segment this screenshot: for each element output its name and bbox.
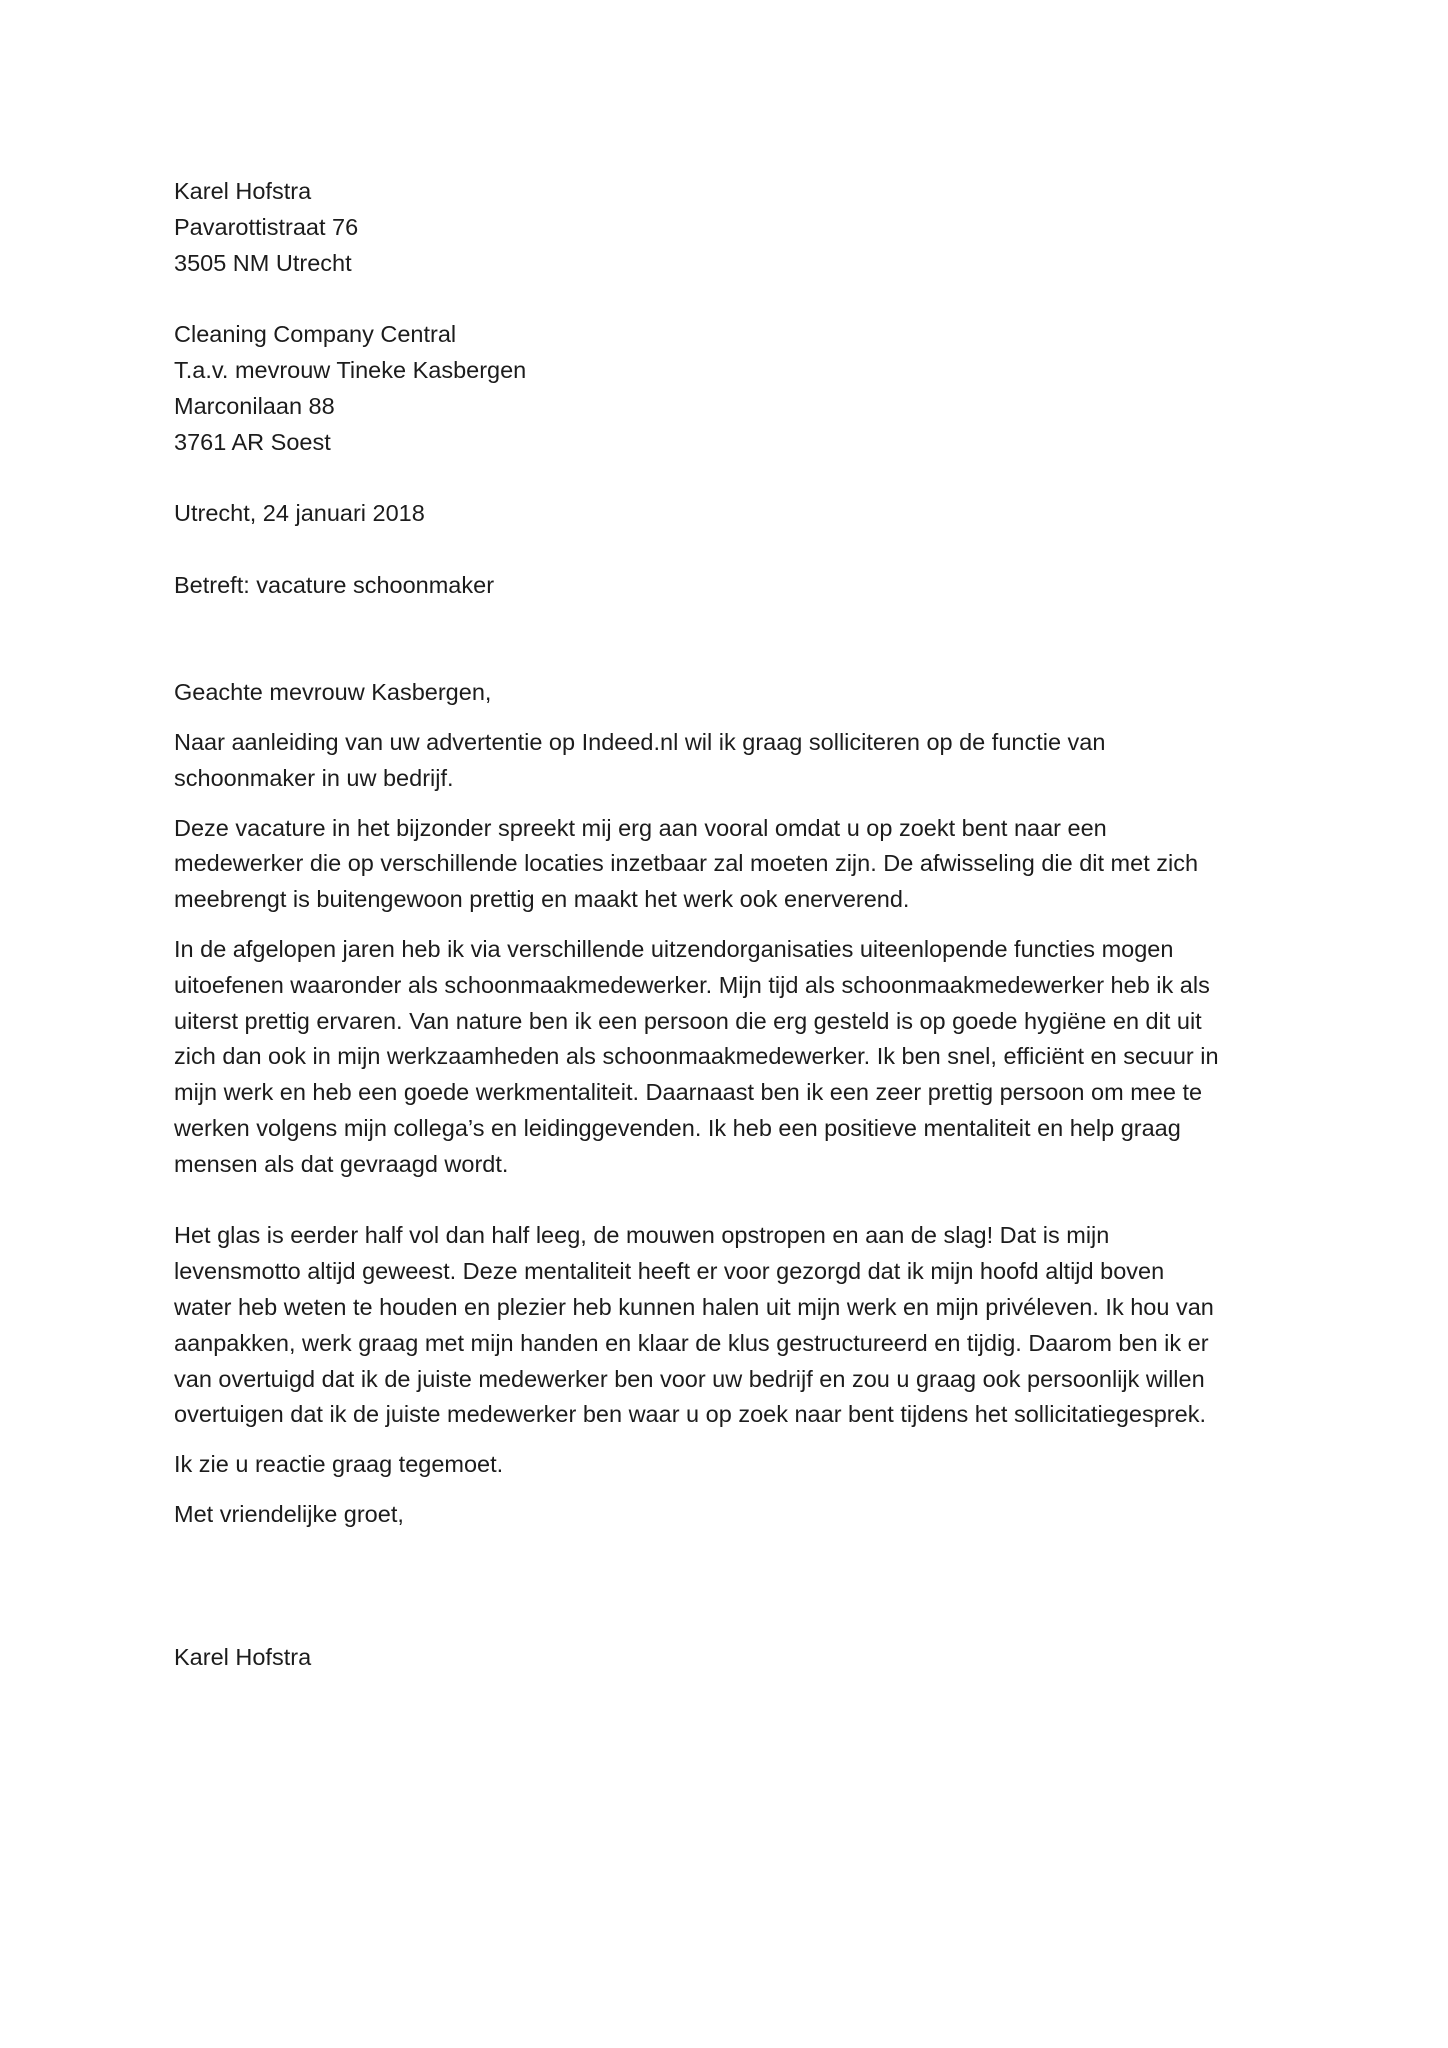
paragraph-line: aanpakken, werk graag met mijn handen en klaar de klus gestructureerd en tijdig. Daarom ben ik er: [174, 1329, 1209, 1356]
paragraph-intro: [174, 725, 1294, 797]
recipient-address: [174, 317, 1294, 460]
paragraph-line: van overtuigd dat ik de juiste medewerker ben voor uw bedrijf en zou u graag ook persoonlijk willen: [174, 1365, 1205, 1392]
recipient-company: Cleaning Company Central: [174, 321, 457, 348]
paragraph-line: uitoefenen waaronder als schoonmaakmedewerker. Mijn tijd als schoonmaakmedewerker heb ik als: [174, 971, 1210, 998]
paragraph-experience: [174, 932, 1294, 1183]
paragraph-motivation: [174, 811, 1294, 918]
paragraph-line: Deze vacature in het bijzonder spreekt mij erg aan vooral omdat u op zoekt bent naar een: [174, 814, 1107, 841]
paragraph-line: Naar aanleiding van uw advertentie op Indeed.nl wil ik graag solliciteren op de functie van: [174, 728, 1106, 755]
paragraph-line: water heb weten te houden en plezier heb kunnen halen uit mijn werk en mijn privéleven. Ik hou van: [174, 1293, 1214, 1320]
paragraph-closing-remark: [174, 1447, 1294, 1483]
paragraph-line: Ik zie u reactie graag tegemoet.: [174, 1451, 504, 1478]
paragraph-line: medewerker die op verschillende locaties inzetbaar zal moeten zijn. De afwisseling die dit met zich: [174, 850, 1199, 877]
paragraph-line: mensen als dat gevraagd wordt.: [174, 1150, 509, 1177]
letter-body: [174, 174, 1294, 1675]
paragraph-line: schoonmaker in uw bedrijf.: [174, 764, 454, 791]
date-line: Utrecht, 24 januari 2018: [174, 500, 425, 527]
subject-line: Betreft: vacature schoonmaker: [174, 571, 495, 598]
sender-address: [174, 174, 1294, 281]
closing: Met vriendelijke groet,: [174, 1500, 404, 1527]
paragraph-line: zich dan ook in mijn werkzaamheden als schoonmaakmedewerker. Ik ben snel, efficiënt en secuur in: [174, 1043, 1219, 1070]
paragraph-line: mijn werk en heb een goede werkmentaliteit. Daarnaast ben ik een zeer prettig persoon om mee te: [174, 1079, 1203, 1106]
paragraph-line: werken volgens mijn collega’s en leidinggevenden. Ik heb een positieve mentaliteit en help graag: [174, 1114, 1181, 1141]
recipient-attention: T.a.v. mevrouw Tineke Kasbergen: [174, 356, 527, 383]
paragraph-line: uiterst prettig ervaren. Van nature ben ik een persoon die erg gesteld is op goede hygiëne en dit uit: [174, 1007, 1202, 1034]
paragraph-line: levensmotto altijd geweest. Deze mentaliteit heeft er voor gezorgd dat ik mijn hoofd altijd boven: [174, 1258, 1165, 1285]
sender-street: Pavarottistraat 76: [174, 213, 359, 240]
signature-name: Karel Hofstra: [174, 1643, 312, 1670]
paragraph-line: overtuigen dat ik de juiste medewerker ben waar u op zoek naar bent tijdens het sollicitatiegesprek.: [174, 1401, 1206, 1428]
recipient-street: Marconilaan 88: [174, 392, 335, 419]
paragraph-line: Het glas is eerder half vol dan half leeg, de mouwen opstropen en aan de slag! Dat is mijn: [174, 1222, 1110, 1249]
salutation: Geachte mevrouw Kasbergen,: [174, 679, 492, 706]
paragraph-line: In de afgelopen jaren heb ik via verschillende uitzendorganisaties uiteenlopende functies mogen: [174, 935, 1174, 962]
paragraph-line: meebrengt is buitengewoon prettig en maakt het werk ook enerverend.: [174, 886, 910, 913]
sender-city: 3505 NM Utrecht: [174, 249, 352, 276]
paragraph-motto: [174, 1218, 1294, 1433]
recipient-city: 3761 AR Soest: [174, 428, 331, 455]
sender-name: Karel Hofstra: [174, 178, 312, 204]
